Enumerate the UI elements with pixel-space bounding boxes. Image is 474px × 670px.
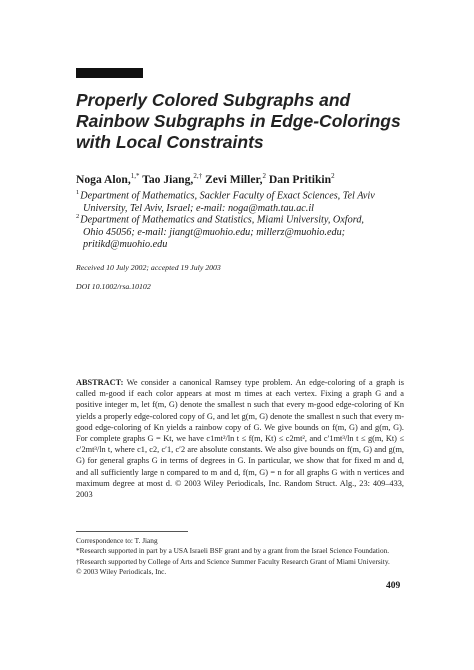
affiliation-marker: 2 <box>76 213 80 220</box>
footnote-correspondence: Correspondence to: T. Jiang <box>76 536 158 545</box>
affiliation-line: Ohio 45056; e-mail: jiangt@muohio.edu; millerz@muohio.edu; <box>83 226 346 238</box>
title-line: with Local Constraints <box>76 132 264 152</box>
affiliation-line: Department of Mathematics and Statistics, Miami University, Oxford, <box>80 214 364 226</box>
footnote-funding-1: *Research supported in part by a USA Israeli BSF grant and by a grant from the Israel Science Foundation. <box>76 546 390 556</box>
author-superscript: 1,* <box>130 172 140 180</box>
affiliation-line: Department of Mathematics, Sackler Faculty of Exact Sciences, Tel Aviv <box>80 190 375 202</box>
author-superscript: 2,† <box>193 172 203 180</box>
author-name: Zevi Miller, <box>202 172 263 186</box>
author-list <box>76 172 335 186</box>
received-accepted-dates: Received 10 July 2002; accepted 19 July 2003 <box>76 263 221 272</box>
author-name: Dan Pritikin <box>266 172 332 186</box>
author-name: Noga Alon, <box>76 172 131 186</box>
author-superscript: 2 <box>262 172 267 180</box>
page-number: 409 <box>386 581 401 591</box>
affiliation-marker: 1 <box>76 189 80 196</box>
header-bar <box>76 68 143 78</box>
abstract <box>76 377 404 500</box>
footnote-copyright: © 2003 Wiley Periodicals, Inc. <box>76 566 167 576</box>
footnote-divider <box>76 531 188 532</box>
title-line: Properly Colored Subgraphs and <box>76 90 351 110</box>
abstract-text: We consider a canonical Ramsey type problem. An edge-coloring of a graph is called m-good if each color appears at most m times at each vertex. Fixing a graph G and a positive integer m, let f(m, G) denote the smallest n such that every m-good edge-coloring of Kn yields a properly edge-colored copy of G, and let g(m, G) denote the smallest n such that every m-good edge-coloring of Kn yields a rainbow copy of G. We give bounds on f(m, G) and g(m, G). For complete graphs G = Kt, we have c1mt²/ln t ≤ f(m, Kt) ≤ c2mt², and c′1mt³/ln t ≤ g(m, Kt) ≤ c′2mt³/ln t, where c1, c2, c′1, c′2 are absolute constants. We also give bounds on f(m, G) and g(m, G) for general graphs G in terms of degrees in G. In particular, we show that for fixed m and d, and all sufficiently large n compared to m and d, f(m, G) = n for all graphs G with n vertices and maximum degree at most d. © 2003 Wiley Periodicals, Inc. Random Struct. Alg., 23: 409–433, 2003 <box>76 378 404 500</box>
author-name: Tao Jiang, <box>139 172 194 186</box>
title-line: Rainbow Subgraphs in Edge-Colorings <box>76 111 401 131</box>
author-superscript: 2 <box>331 172 335 180</box>
paper-title <box>76 90 416 153</box>
footnotes <box>76 536 390 577</box>
footnote-funding-2: †Research supported by College of Arts and Science Summer Faculty Research Grant of Miami University. <box>76 556 390 566</box>
doi-line: DOI 10.1002/rsa.10102 <box>76 282 151 291</box>
affiliation-line: pritikd@muohio.edu <box>83 239 168 251</box>
affiliation-2 <box>76 211 364 252</box>
abstract-label: ABSTRACT: <box>76 378 124 387</box>
affiliation-line: University, Tel Aviv, Israel; e-mail: noga@math.tau.ac.il <box>83 202 315 214</box>
